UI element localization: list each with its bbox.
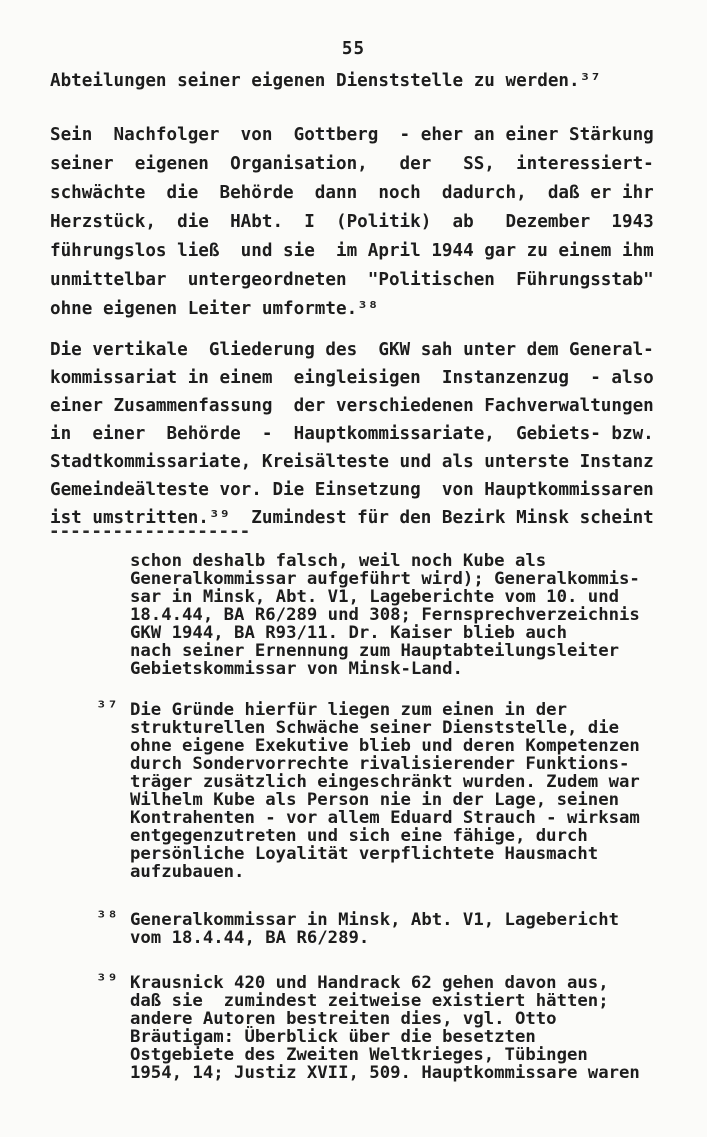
text-line: sar in Minsk, Abt. V1, Lageberichte vom 10. und	[130, 587, 619, 607]
text-line: strukturellen Schwäche seiner Dienststelle, die	[130, 718, 619, 738]
text-line: ist umstritten.³⁹ Zumindest für den Bezirk Minsk scheint	[50, 508, 654, 528]
text-line: Sein Nachfolger von Gottberg - eher an einer Stärkung	[50, 125, 654, 145]
text-line: in einer Behörde - Hauptkommissariate, Gebiets- bzw.	[50, 424, 654, 444]
text-line: Die vertikale Gliederung des GKW sah unter dem General-	[50, 340, 654, 360]
text-line: Kontrahenten - vor allem Eduard Strauch - wirksam	[130, 808, 640, 828]
text-line: Die Gründe hierfür liegen zum einen in der	[130, 700, 567, 720]
text-line: entgegenzutreten und sich eine fähige, durch	[130, 826, 588, 846]
text-line: Bräutigam: Überblick über die besetzten	[130, 1027, 536, 1047]
body-paragraph-1	[50, 67, 601, 96]
text-line: einer Zusammenfassung der verschiedenen Fachverwaltungen	[50, 396, 654, 416]
text-line: andere Autoren bestreiten dies, vgl. Otto	[130, 1009, 557, 1029]
text-line: unmittelbar untergeordneten "Politischen Führungsstab"	[50, 270, 654, 290]
footnote-38	[96, 908, 619, 948]
footnote-37	[96, 698, 640, 882]
body-paragraph-2	[50, 121, 654, 324]
text-line: persönliche Loyalität verpflichtete Hausmacht	[130, 844, 599, 864]
footnote-text-37	[130, 701, 640, 881]
text-line: nach seiner Ernennung zum Hauptabteilungsleiter	[130, 641, 619, 661]
text-line: Gemeindeälteste vor. Die Einsetzung von Hauptkommissaren	[50, 480, 654, 500]
text-line: Abteilungen seiner eigenen Dienststelle zu werden.³⁷	[50, 71, 601, 91]
text-line: kommissariat in einem eingleisigen Instanzenzug - also	[50, 368, 654, 388]
text-line: Stadtkommissariate, Kreisälteste und als unterste Instanz	[50, 452, 654, 472]
text-line: führungslos ließ und sie im April 1944 gar zu einem ihm	[50, 241, 654, 261]
footnote-text-39	[130, 974, 640, 1082]
text-line: ohne eigenen Leiter umformte.³⁸	[50, 299, 379, 319]
text-line: ohne eigene Exekutive blieb und deren Kompetenzen	[130, 736, 640, 756]
text-line: 1954, 14; Justiz XVII, 509. Hauptkommissare waren	[130, 1063, 640, 1083]
footnote-separator-line: -------------------	[49, 522, 251, 542]
text-line: daß sie zumindest zeitweise existiert hätten;	[130, 991, 609, 1011]
footnote-39	[96, 971, 640, 1083]
text-line: Herzstück, die HAbt. I (Politik) ab Dezember 1943	[50, 212, 654, 232]
footnote-text-38	[130, 911, 619, 947]
text-line: Ostgebiete des Zweiten Weltkrieges, Tübingen	[130, 1045, 588, 1065]
text-line: Generalkommissar in Minsk, Abt. V1, Lagebericht	[130, 910, 619, 930]
text-line: aufzubauen.	[130, 862, 245, 882]
text-line: Krausnick 420 und Handrack 62 gehen davon aus,	[130, 973, 609, 993]
text-line: 18.4.44, BA R6/289 und 308; Fernsprechverzeichnis	[130, 605, 640, 625]
text-line: schon deshalb falsch, weil noch Kube als	[130, 551, 547, 571]
text-line: träger zusätzlich eingeschränkt wurden. Zudem war	[130, 772, 640, 792]
footnote-marker-39: ³⁹	[96, 971, 119, 991]
footnote-continuation	[130, 552, 640, 678]
text-line: seiner eigenen Organisation, der SS, interessiert-	[50, 154, 654, 174]
text-line: Generalkommissar aufgeführt wird); Generalkommis-	[130, 569, 640, 589]
page-number: 55	[341, 39, 366, 59]
text-line: schwächte die Behörde dann noch dadurch, daß er ihr	[50, 183, 654, 203]
footnote-marker-38: ³⁸	[96, 908, 119, 928]
text-line: vom 18.4.44, BA R6/289.	[130, 928, 370, 948]
body-paragraph-3	[50, 336, 654, 532]
text-line: Wilhelm Kube als Person nie in der Lage, seinen	[130, 790, 619, 810]
footnote-marker-37: ³⁷	[96, 698, 119, 718]
text-line: Gebietskommissar von Minsk-Land.	[130, 659, 463, 679]
text-line: GKW 1944, BA R93/11. Dr. Kaiser blieb auch	[130, 623, 567, 643]
text-line: durch Sondervorrechte rivalisierender Funktions-	[130, 754, 630, 774]
